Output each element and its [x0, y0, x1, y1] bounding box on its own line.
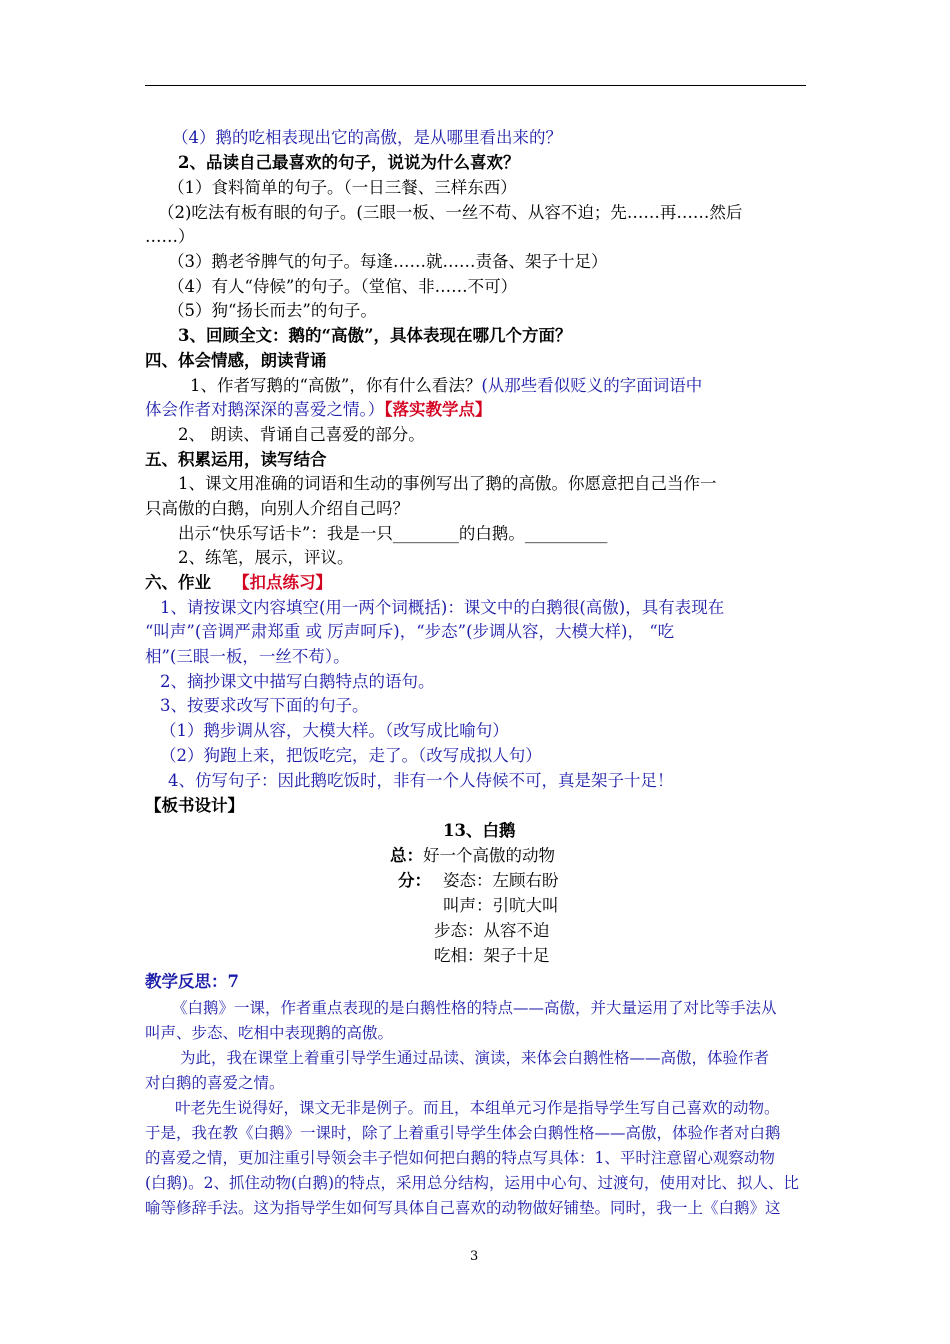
sec5-item-1-line-2: 只高傲的白鹅，向别人介绍自己吗？: [145, 499, 409, 518]
sec4-item-1-line-1: [190, 375, 702, 397]
section-item-2-heading: 2、品读自己最喜欢的句子，说说为什么喜欢？: [178, 153, 520, 172]
reflection-line: 对白鹅的喜爱之情。: [145, 1074, 285, 1092]
sec5-item-2: 2、练笔，展示，评议。: [178, 548, 354, 567]
board-item-call: 叫声：引吭大叫: [443, 896, 559, 915]
reflection-line: 叫声、步态、吃相中表现鹅的高傲。: [145, 1024, 394, 1042]
sec4-item-1-note-b: 体会作者对鹅深深的喜爱之情。）: [145, 400, 385, 419]
board-design-heading: 【板书设计】: [145, 796, 244, 815]
reflection-heading: 教学反思：7: [145, 972, 239, 991]
reflection-line: 为此，我在课堂上着重引导学生通过品读、演读，来体会白鹅性格——高傲，体验作者: [180, 1049, 770, 1067]
homework-3: 3、按要求改写下面的句子。: [160, 696, 369, 715]
sentence-item-2-cont: ……）: [145, 227, 195, 246]
sec5-item-1-line-1: 1、课文用准确的词语和生动的事例写出了鹅的高傲。你愿意把自己当作一: [178, 474, 717, 493]
section-6-heading: [145, 572, 332, 594]
board-summary: [390, 845, 555, 867]
sec4-item-1-prefix: 1、作者写鹅的“高傲”，你有什么看法？: [190, 376, 482, 395]
reflection-line: (白鹅)。2、抓住动物(白鹅)的特点，采用总分结构，运用中心句、过渡句，使用对比、拟人、比: [145, 1174, 800, 1192]
sentence-item-2: （2)吃法有板有眼的句子。(三眼一板、一丝不苟、从容不迫；先……再……然后: [158, 203, 743, 222]
board-split-label: 分：: [398, 871, 431, 890]
sec4-item-1-line-2: [145, 399, 492, 421]
board-item-posture: 姿态：左顾右盼: [443, 871, 559, 890]
homework-2: 2、摘抄课文中描写白鹅特点的语句。: [160, 672, 435, 691]
sec4-item-1-note-a: (从那些看似贬义的字面词语中: [481, 376, 703, 395]
writing-card-line: 出示“快乐写话卡”：我是一只________的白鹅。__________: [178, 524, 608, 543]
board-item-eating: 吃相：架子十足: [434, 946, 550, 965]
homework-1-line-3: 相”(三眼一板，一丝不苟）。: [145, 647, 350, 666]
section-item-3-heading: 3、回顾全文：鹅的“高傲”，具体表现在哪几个方面？: [178, 326, 572, 345]
reflection-line: 于是，我在教《白鹅》一课时，除了上着重引导学生体会白鹅性格——高傲，体验作者对白鹅: [145, 1124, 781, 1142]
reflection-line: 喻等修辞手法。这为指导学生如何写具体自己喜欢的动物做好铺垫。同时，我一上《白鹅》这: [145, 1199, 781, 1217]
sentence-item-3: （3）鹅老爷脾气的句子。每逢……就……责备、架子十足）: [168, 252, 608, 271]
homework-1-line-2: “叫声”(音调严肃郑重 或 厉声呵斥)，“步态”(步调从容，大模大样)， “吃: [145, 622, 675, 641]
homework-1-line-1: 1、请按课文内容填空(用一两个词概括)：课文中的白鹅很(高傲)，具有表现在: [160, 598, 725, 617]
reflection-line: 的喜爱之情，更加注重引导领会丰子恺如何把白鹅的特点写具体：1、平时注意留心观察动物: [145, 1149, 775, 1167]
homework-3-item-1: （1）鹅步调从容，大模大样。（改写成比喻句）: [160, 721, 509, 740]
reflection-line: 《白鹅》一课，作者重点表现的是白鹅性格的特点——高傲，并大量运用了对比等手法从: [172, 999, 777, 1017]
board-item-gait: 步态：从容不迫: [434, 921, 550, 940]
sentence-item-5: （5）狗“扬长而去”的句子。: [168, 301, 377, 320]
question-4-line: （4）鹅的吃相表现出它的高傲，是从哪里看出来的？: [172, 128, 562, 147]
board-summary-label: 总：: [390, 846, 423, 865]
sec4-item-2: 2、 朗读、背诵自己喜爱的部分。: [178, 425, 425, 444]
board-title: 13、白鹅: [443, 821, 516, 840]
homework-3-item-2: （2）狗跑上来，把饭吃完，走了。（改写成拟人句）: [160, 746, 542, 765]
sec4-teaching-point-tag: 【落实教学点】: [384, 400, 492, 419]
homework-4: 4、仿写句子：因此鹅吃饭时，非有一个人侍候不可，真是架子十足！: [168, 771, 674, 790]
section-5-heading: 五、积累运用，读写结合: [145, 450, 327, 469]
sentence-item-4: （4）有人“侍候”的句子。（堂倌、非……不可）: [168, 277, 518, 296]
section-6-label: 六、作业: [145, 573, 211, 592]
page-number: 3: [470, 1249, 479, 1264]
board-summary-text: 好一个高傲的动物: [423, 846, 555, 865]
sentence-item-1: （1）食料简单的句子。（一日三餐、三样东西）: [168, 178, 517, 197]
section-4-heading: 四、体会情感，朗读背诵: [145, 351, 327, 370]
section-6-tag: 【扣点练习】: [233, 573, 332, 592]
header-rule: [145, 85, 806, 86]
reflection-line: 叶老先生说得好，课文无非是例子。而且，本组单元习作是指导学生写自己喜欢的动物。: [175, 1099, 780, 1117]
